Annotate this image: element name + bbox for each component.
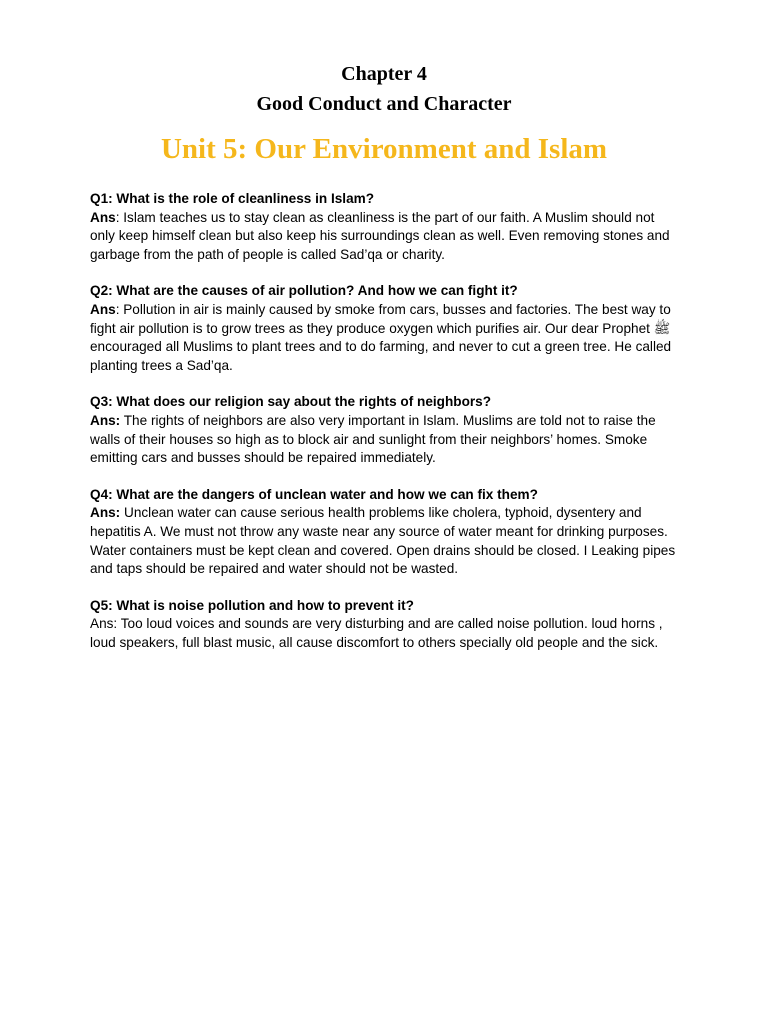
answer-text: : Islam teaches us to stay clean as cleanliness is the part of our faith. A Muslim should not only keep himself clean but also keep his surroundings clean as well. Even removing stones and garbage from the path of people is called Sad’qa or charity. xyxy=(90,209,670,262)
answer-text: : Pollution in air is mainly caused by smoke from cars, busses and factories. The best way to fight air pollution is to grow trees as they produce oxygen which purifies air. Our dear Prophet ﷺ encouraged all Muslims to plant trees and to do farming, and never to cut a green tree. He called planting trees a Sad’qa. xyxy=(90,301,672,373)
qa-item-2 xyxy=(90,282,678,375)
answer-label: Ans: xyxy=(90,616,118,632)
answer-label: Ans xyxy=(90,301,116,317)
question-text: Q4: What are the dangers of unclean water and how we can fix them? xyxy=(90,486,538,502)
question-text: Q5: What is noise pollution and how to prevent it? xyxy=(90,597,414,613)
answer-text: Unclean water can cause serious health problems like cholera, typhoid, dysentery and hepatitis A. We must not throw any waste near any source of water meant for drinking purposes. Water containers must be kept clean and covered. Open drains should be closed. I Leaking pipes and taps should be repaired and water should not be wasted. xyxy=(90,505,676,577)
question-text: Q3: What does our religion say about the rights of neighbors? xyxy=(90,394,492,410)
chapter-title: Good Conduct and Character xyxy=(256,93,512,115)
chapter-number: Chapter 4 xyxy=(341,63,427,85)
answer-label: Ans: xyxy=(90,412,121,428)
answer-text: The rights of neighbors are also very important in Islam. Muslims are told not to raise the walls of their houses so high as to block air and sunlight from their neighbors’ homes. Smoke emitting cars and busses should be repaired immediately. xyxy=(90,412,656,466)
qa-list xyxy=(90,190,678,652)
qa-item-1 xyxy=(90,190,678,264)
answer-text: Too loud voices and sounds are very disturbing and are called noise pollution. loud horns , loud speakers, full blast music, all cause discomfort to others specially old people and the sick. xyxy=(90,616,663,650)
question-text: Q1: What is the role of cleanliness in Islam? xyxy=(90,191,375,206)
unit-title: Unit 5: Our Environment and Islam xyxy=(160,133,608,165)
question-text: Q2: What are the causes of air pollution? And how we can fight it? xyxy=(90,283,518,299)
qa-item-5 xyxy=(90,597,678,653)
qa-item-3 xyxy=(90,393,678,467)
answer-label: Ans xyxy=(90,209,116,225)
qa-item-4 xyxy=(90,486,678,579)
answer-label: Ans: xyxy=(90,505,121,521)
